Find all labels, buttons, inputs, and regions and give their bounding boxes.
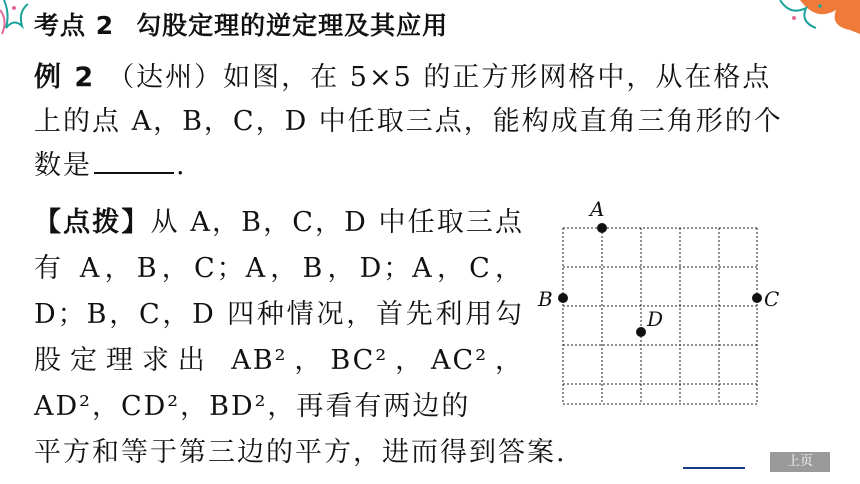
grid-figure	[530, 198, 790, 414]
label-a: A	[590, 198, 605, 221]
point-d	[636, 327, 646, 337]
example-text: （达州）如图，在 5×5 的正方形网格中，从在格点上的点 A，B，C，D 中任取三点，能构成直角三角形的个数是	[34, 62, 783, 181]
hint-text: 从 A，B，C，D 中任取三点有 A，B，C；A，B，D；A，C，D；B，C，D 四种情况，首先利用勾股定理求出 AB²，BC²，AC²，AD²，CD²，BD²，再看有两边的	[34, 207, 524, 422]
underline-decoration	[683, 467, 745, 469]
example-problem	[34, 56, 794, 188]
answer-blank	[94, 146, 174, 174]
label-c: C	[764, 287, 780, 311]
example-label: 例 2	[34, 62, 96, 93]
corner-decoration-right	[770, 0, 860, 34]
hint-paragraph	[34, 200, 524, 430]
hint-last-line: 平方和等于第三边的平方，进而得到答案.	[34, 437, 567, 468]
section-title: 勾股定理的逆定理及其应用	[136, 11, 449, 40]
section-heading	[34, 6, 448, 42]
point-a	[597, 223, 607, 233]
label-d: D	[647, 307, 664, 331]
point-c	[752, 293, 762, 303]
example-text-end: .	[176, 150, 187, 181]
hint-tag: 【点拨】	[34, 207, 151, 238]
prev-page-button[interactable]: 上页	[770, 452, 830, 472]
section-number: 考点 2	[34, 11, 115, 40]
label-b: B	[538, 287, 553, 311]
point-b	[558, 293, 568, 303]
